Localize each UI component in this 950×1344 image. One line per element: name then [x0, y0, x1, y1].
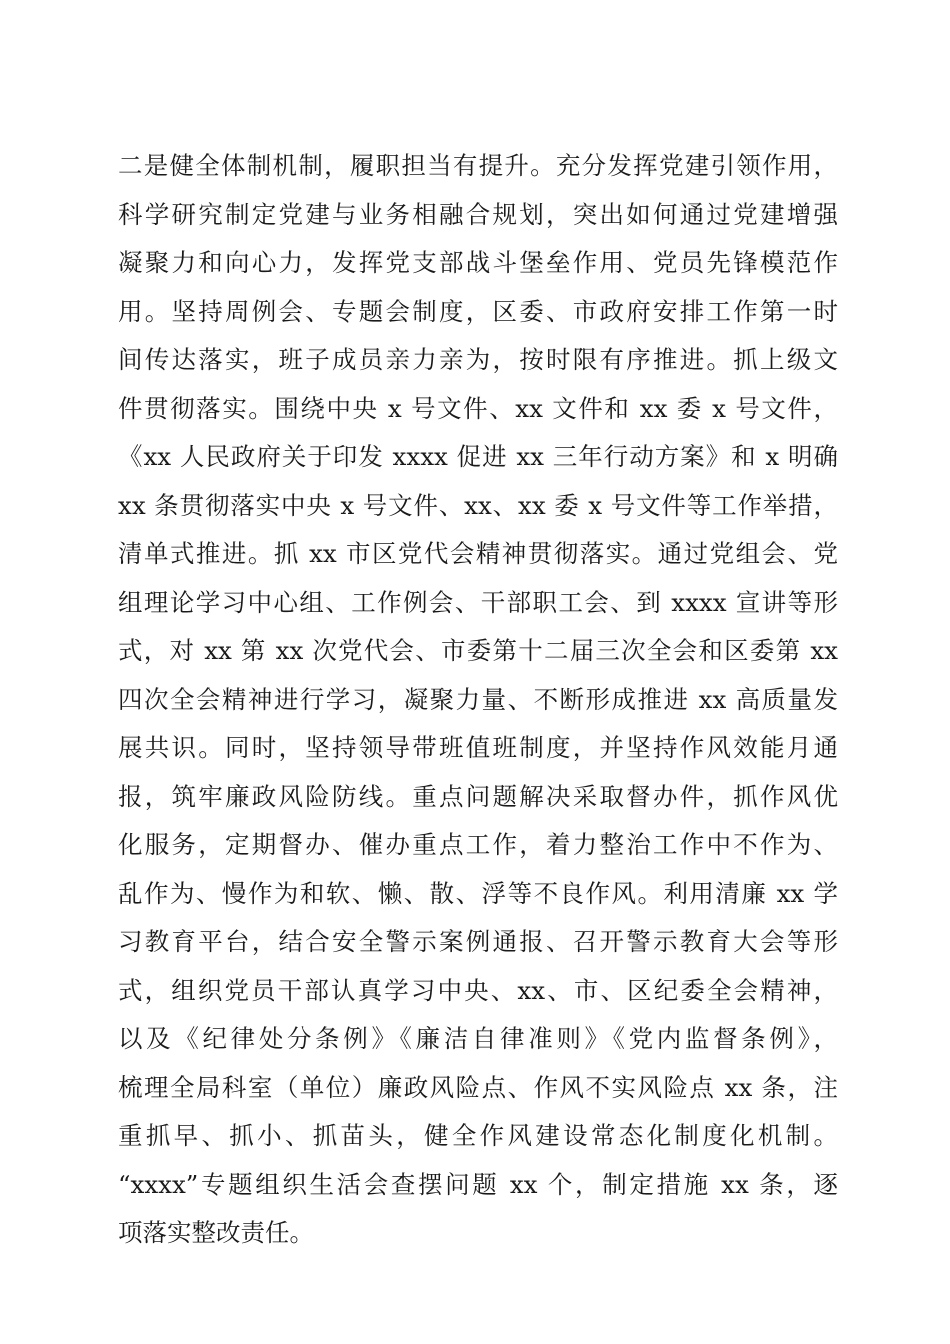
paragraph-line: 重抓早、抓小、抓苗头，健全作风建设常态化制度化机制。 [118, 1121, 838, 1150]
paragraph-line: 报，筑牢廉政风险防线。重点问题解决采取督办件，抓作风优 [118, 781, 838, 811]
paragraph-line: 化服务，定期督办、催办重点工作，着力整治工作中不作为、 [118, 830, 838, 859]
paragraph-line: 以及《纪律处分条例》《廉洁自律准则》《党内监督条例》， [118, 1024, 838, 1053]
paragraph-line: 式，对 xx 第 xx 次党代会、市委第十二届三次全会和区委第 xx [118, 636, 838, 665]
paragraph-line: 二是健全体制机制，履职担当有提升。充分发挥党建引领作用， [118, 151, 838, 180]
paragraph-line: 展共识。同时，坚持领导带班值班制度，并坚持作风效能月通 [118, 733, 838, 762]
paragraph-line: 组理论学习中心组、工作例会、干部职工会、到 xxxx 宣讲等形 [118, 587, 838, 617]
paragraph-line: 件贯彻落实。围绕中央 x 号文件、xx 文件和 xx 委 x 号文件， [118, 393, 838, 423]
body-paragraph [118, 142, 838, 1258]
paragraph-line: 项落实整改责任。 [118, 1218, 314, 1247]
paragraph-line: 清单式推进。抓 xx 市区党代会精神贯彻落实。通过党组会、党 [118, 539, 838, 568]
paragraph-line: 《xx 人民政府关于印发 xxxx 促进 xx 三年行动方案》和 x 明确 [118, 442, 838, 471]
paragraph-line: 四次全会精神进行学习，凝聚力量、不断形成推进 xx 高质量发 [118, 684, 838, 714]
paragraph-line: “xxxx”专题组织生活会查摆问题 xx 个，制定措施 xx 条，逐 [118, 1169, 838, 1199]
paragraph-line: 习教育平台，结合安全警示案例通报、召开警示教育大会等形 [118, 927, 838, 956]
paragraph-line: 间传达落实，班子成员亲力亲为，按时限有序推进。抓上级文 [118, 345, 838, 374]
paragraph-line: 式，组织党员干部认真学习中央、xx、市、区纪委全会精神， [118, 975, 838, 1005]
paragraph-line: 乱作为、慢作为和软、懒、散、浮等不良作风。利用清廉 xx 学 [118, 878, 838, 908]
paragraph-line: 梳理全局科室（单位）廉政风险点、作风不实风险点 xx 条，注 [118, 1072, 838, 1102]
paragraph-line: 凝聚力和向心力，发挥党支部战斗堡垒作用、党员先锋模范作 [118, 248, 838, 277]
paragraph-line: xx 条贯彻落实中央 x 号文件、xx、xx 委 x 号文件等工作举措， [118, 490, 838, 520]
paragraph-line: 科学研究制定党建与业务相融合规划，突出如何通过党建增强 [118, 199, 838, 229]
paragraph-line: 用。坚持周例会、专题会制度，区委、市政府安排工作第一时 [118, 296, 838, 326]
